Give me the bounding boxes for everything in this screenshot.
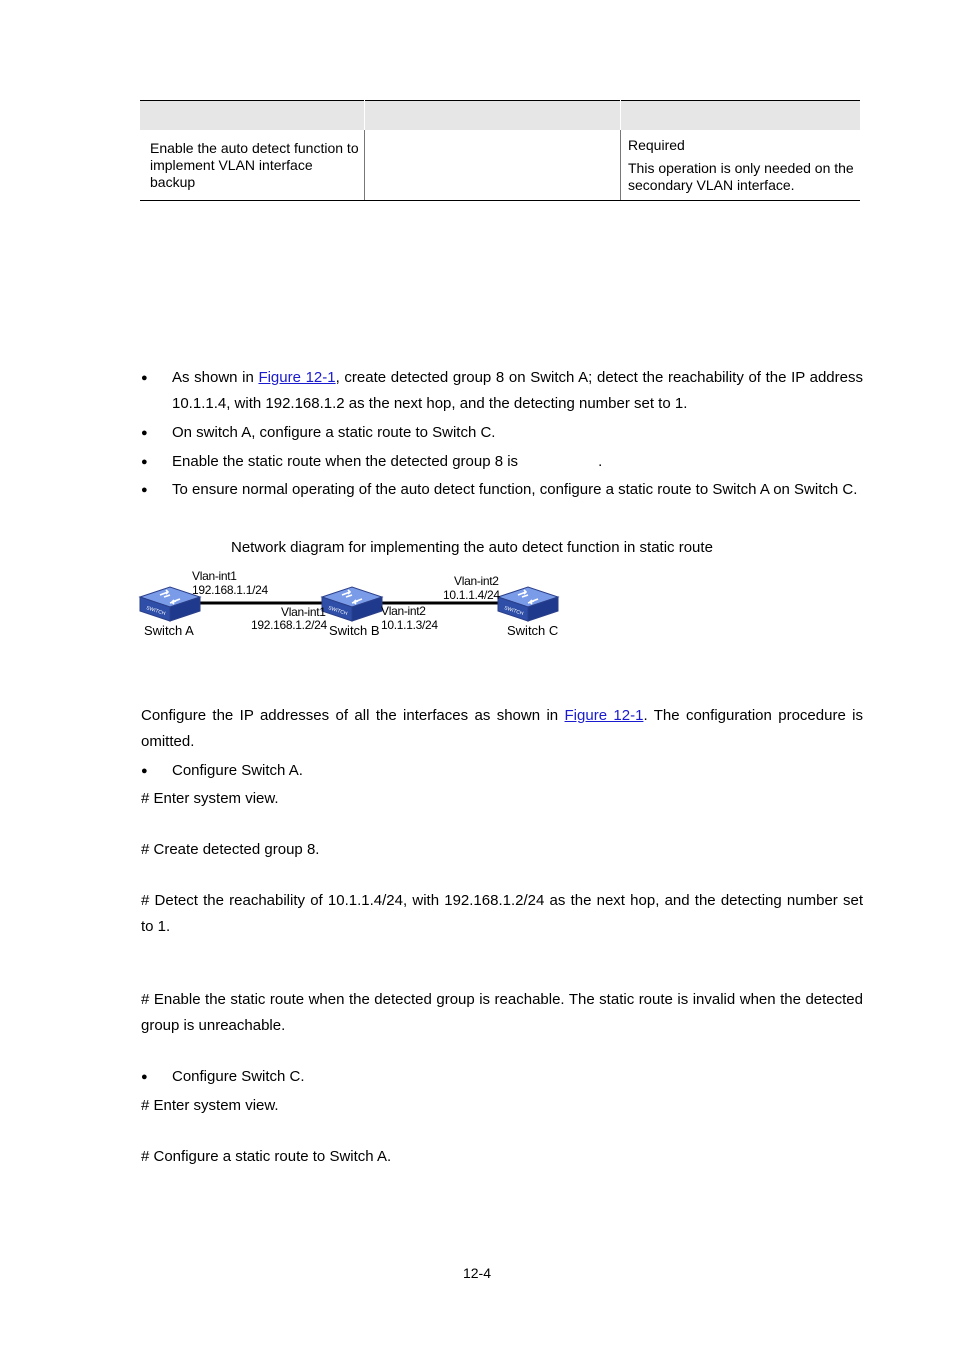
table-cell-required: Required [628, 137, 685, 153]
table-cell-remark: This operation is only needed on the secondary VLAN interface. [628, 160, 854, 193]
list-item [141, 420, 863, 446]
list-item [141, 758, 863, 784]
bullet-icon: ● [141, 456, 148, 468]
header-divider [620, 100, 621, 130]
bullet-icon: ● [141, 484, 148, 496]
list-item-text: Configure Switch A. [172, 762, 303, 779]
switch-b-interface2-label: Vlan-int2 [381, 604, 426, 618]
page-number: 12-4 [462, 1265, 492, 1281]
step-text: # Enter system view. [141, 1097, 279, 1114]
list-item [141, 365, 863, 417]
list-item [141, 449, 863, 475]
switch-b-icon [322, 587, 382, 621]
bullet-icon: ● [141, 1071, 148, 1083]
parameter-table [140, 100, 860, 201]
config-intro: Configure the IP addresses of all the interfaces as shown in Figure 12-1. The configuration procedure is omitted. [141, 707, 864, 750]
switch-b-label: Switch B [329, 623, 380, 638]
switch-a-icon [140, 587, 200, 621]
switch-c-label: Switch C [507, 623, 559, 638]
step-text: # Create detected group 8. [141, 841, 320, 858]
switch-a-interface-label: Vlan-int1 [192, 569, 237, 583]
switch-c-icon-text: SWITCH [503, 605, 525, 618]
list-item-text: Enable the static route when the detected group 8 is . [172, 453, 603, 470]
step-text: # Enable the static route when the detected group is reachable. The static route is invalid when the detected group is unreachable. [141, 991, 863, 1034]
switch-a-ip-label: 192.168.1.1/24 [192, 583, 268, 597]
bullet-icon: ● [141, 372, 148, 384]
step-text: # Configure a static route to Switch A. [141, 1148, 392, 1165]
bullet-icon: ● [141, 427, 148, 439]
step-text: # Enter system view. [141, 790, 279, 807]
list-item-text: On switch A, configure a static route to Switch C. [172, 424, 496, 441]
figure-link[interactable]: Figure 12-1 [258, 369, 336, 386]
bullet-icon: ● [141, 765, 148, 777]
switch-b-ip1-label: 192.168.1.2/24 [251, 618, 327, 632]
table-header-row [140, 100, 860, 130]
list-item [141, 1064, 863, 1090]
list-item-text: Configure Switch C. [172, 1068, 305, 1085]
switch-b-ip2-label: 10.1.1.3/24 [381, 618, 438, 632]
switch-c-ip-label: 10.1.1.4/24 [443, 588, 500, 602]
column-divider [620, 130, 621, 201]
switch-c-interface-label: Vlan-int2 [454, 574, 499, 588]
table-cell-operation: Enable the auto detect function to implement VLAN interface backup [150, 140, 359, 190]
list-item-text: As shown in Figure 12-1, create detected group 8 on Switch A; detect the reachability of the IP address 10.1.1.4, with 192.168.1.2 as the next hop, and the detecting number set to 1. [172, 369, 863, 412]
column-divider [364, 130, 365, 201]
switch-a-icon-text: SWITCH [145, 605, 167, 618]
table-bottom-border [140, 200, 860, 201]
step-text: # Detect the reachability of 10.1.1.4/24, with 192.168.1.2/24 as the next hop, and the detecting number set to 1. [141, 892, 863, 935]
figure-link[interactable]: Figure 12-1 [564, 707, 644, 724]
header-divider [364, 100, 365, 130]
list-item [141, 477, 863, 529]
switch-b-icon-text: SWITCH [327, 605, 349, 618]
switch-a-label: Switch A [144, 623, 194, 638]
switch-c-icon [498, 587, 558, 621]
switch-b-interface1-label: Vlan-int1 [281, 605, 326, 619]
list-item-text: To ensure normal operating of the auto detect function, configure a static route to Switch A on Switch C. [172, 481, 858, 498]
figure-caption: Network diagram for implementing the auto detect function in static route [231, 539, 713, 556]
